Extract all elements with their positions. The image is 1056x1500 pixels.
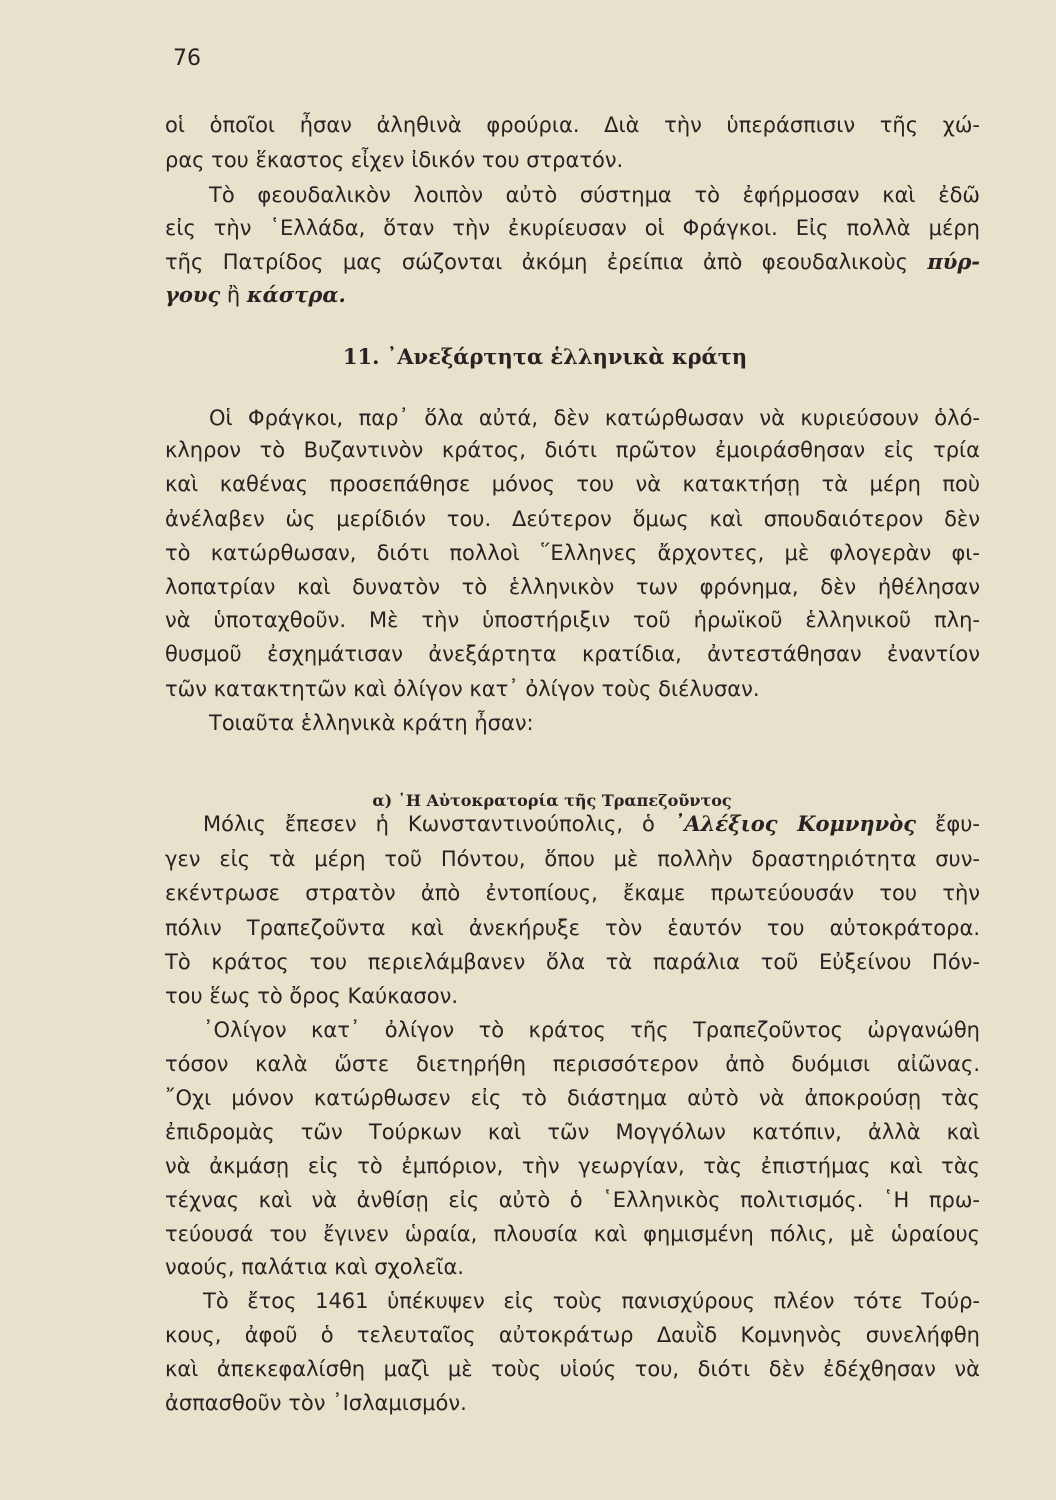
text-line: εκέντρωσε στρατὸν ἀπὸ ἐντοπίους, ἔκαμε πρωτεύουσάν του τὴν bbox=[165, 881, 980, 905]
subsection-heading: α) ῾Η Αὐτοκρατορία τῆς Τραπεζοῦντος bbox=[372, 791, 732, 810]
section-heading: 11. ᾿Ανεξάρτητα ἑλληνικὰ κράτη bbox=[342, 344, 748, 369]
text-line: τῶν κατακτητῶν καὶ ὀλίγον κατ᾿ ὀλίγον τοὺς διέλυσαν. bbox=[165, 677, 760, 701]
text-line: κληρον τὸ Βυζαντινὸν κράτος, διότι πρῶτον ἐμοιράσθησαν εἰς τρία bbox=[165, 438, 980, 462]
text-line: εἰς τὴν ῾Ελλάδα, ὅταν τὴν ἐκυρίευσαν οἱ Φράγκοι. Εἰς πολλὰ μέρη bbox=[165, 216, 980, 240]
text-span: ἢ bbox=[226, 283, 241, 307]
text-line: νὰ ἀκμάσῃ εἰς τὸ ἐμπόριον, τὴν γεωργίαν, τὰς ἐπιστήμας καὶ τὰς bbox=[165, 1154, 980, 1178]
text-line: ῎Οχι μόνον κατώρθωσεν εἰς τὸ διάστημα αὐτὸ νὰ ἀποκρούσῃ τὰς bbox=[165, 1086, 980, 1110]
text-line: Οἱ Φράγκοι, παρ᾿ ὅλα αὐτά, δὲν κατώρθωσαν νὰ κυριεύσουν ὁλό- bbox=[209, 406, 980, 430]
page-number: 76 bbox=[173, 46, 201, 71]
text-line bbox=[165, 280, 980, 310]
text-line: κους, ἀφοῦ ὁ τελευταῖος αὐτοκράτωρ Δαυῒδ Κομνηνὸς συνελήφθη bbox=[165, 1323, 980, 1347]
text-line: καὶ ἀπεκεφαλίσθη μαζὶ μὲ τοὺς υἱούς του, διότι δὲν ἐδέχθησαν νὰ bbox=[165, 1357, 980, 1381]
text-span: ἔφυ- bbox=[935, 812, 980, 836]
emphasis-text: πύρ- bbox=[927, 249, 980, 274]
text-span: τῆς Πατρίδος μας σώζονται ἀκόμη ἐρείπια ἀπὸ φεουδαλικοὺς bbox=[165, 250, 908, 274]
text-line: του ἕως τὸ ὄρος Καύκασον. bbox=[165, 984, 458, 1008]
text-line: οἱ ὁποῖοι ἦσαν ἀληθινὰ φρούρια. Διὰ τὴν ὑπεράσπισιν τῆς χώ- bbox=[165, 113, 980, 137]
emphasis-text: κάστρα. bbox=[246, 282, 346, 307]
text-line: λοπατρίαν καὶ δυνατὸν τὸ ἑλληνικὸν των φρόνημα, δὲν ἠθέλησαν bbox=[165, 575, 980, 599]
text-line: ρας του ἕκαστος εἶχεν ἰδικόν του στρατόν. bbox=[165, 148, 624, 172]
text-line: Τὸ ἔτος 1461 ὑπέκυψεν εἰς τοὺς πανισχύρους πλέον τότε Τούρ- bbox=[203, 1289, 980, 1313]
text-line: τέχνας καὶ νὰ ἀνθίσῃ εἰς αὐτὸ ὁ ῾Ελληνικὸς πολιτισμός. ῾Η πρω- bbox=[165, 1188, 980, 1212]
emphasis-text: ᾿Αλέξιος Κομνηνὸς bbox=[673, 811, 917, 836]
text-line: τὸ κατώρθωσαν, διότι πολλοὶ ῞Ελληνες ἄρχοντες, μὲ φλογερὰν φι- bbox=[165, 541, 980, 565]
text-line: Τὸ κράτος του περιελάμβανεν ὅλα τὰ παράλια τοῦ Εὐξείνου Πόν- bbox=[165, 950, 980, 974]
text-line bbox=[203, 809, 980, 839]
text-span: Μόλις ἔπεσεν ἡ Κωνσταντινούπολις, ὁ bbox=[203, 812, 655, 836]
emphasis-text: γους bbox=[165, 282, 221, 307]
text-line: ἐπιδρομὰς τῶν Τούρκων καὶ τῶν Μογγόλων κατόπιν, ἀλλὰ καὶ bbox=[165, 1120, 980, 1144]
text-line: νὰ ὑποταχθοῦν. Μὲ τὴν ὑποστήριξιν τοῦ ἡρωϊκοῦ ἑλληνικοῦ πλη- bbox=[165, 608, 980, 632]
text-line: θυσμοῦ ἐσχημάτισαν ἀνεξάρτητα κρατίδια, ἀντεστάθησαν ἐναντίον bbox=[165, 642, 980, 666]
text-line: ἀσπασθοῦν τὸν ᾿Ισλαμισμόν. bbox=[165, 1391, 467, 1415]
text-line: Τοιαῦτα ἑλληνικὰ κράτη ἦσαν: bbox=[209, 711, 534, 735]
text-line: τόσον καλὰ ὥστε διετηρήθη περισσότερον ἀπὸ δυόμισι αἰῶνας. bbox=[165, 1052, 980, 1076]
text-line: τεύουσά του ἔγινεν ὡραία, πλουσία καὶ φημισμένη πόλις, μὲ ὡραίους bbox=[165, 1222, 980, 1246]
text-line: γεν εἰς τὰ μέρη τοῦ Πόντου, ὅπου μὲ πολλὴν δραστηριότητα συν- bbox=[165, 847, 980, 871]
text-line: ἀνέλαβεν ὡς μερίδιόν του. Δεύτερον ὅμως καὶ σπουδαιότερον δὲν bbox=[165, 507, 980, 531]
text-line: πόλιν Τραπεζοῦντα καὶ ἀνεκήρυξε τὸν ἑαυτόν του αὐτοκράτορα. bbox=[165, 916, 980, 940]
text-line: ναούς, παλάτια καὶ σχολεῖα. bbox=[165, 1255, 464, 1279]
text-line: ᾿Ολίγον κατ᾿ ὀλίγον τὸ κράτος τῆς Τραπεζοῦντος ὠργανώθη bbox=[203, 1018, 980, 1042]
text-line: Τὸ φεουδαλικὸν λοιπὸν αὐτὸ σύστημα τὸ ἐφήρμοσαν καὶ ἐδῶ bbox=[209, 183, 980, 207]
text-line bbox=[165, 247, 980, 277]
text-line: καὶ καθένας προσεπάθησε μόνος του νὰ κατακτήσῃ τὰ μέρη ποὺ bbox=[165, 472, 980, 496]
